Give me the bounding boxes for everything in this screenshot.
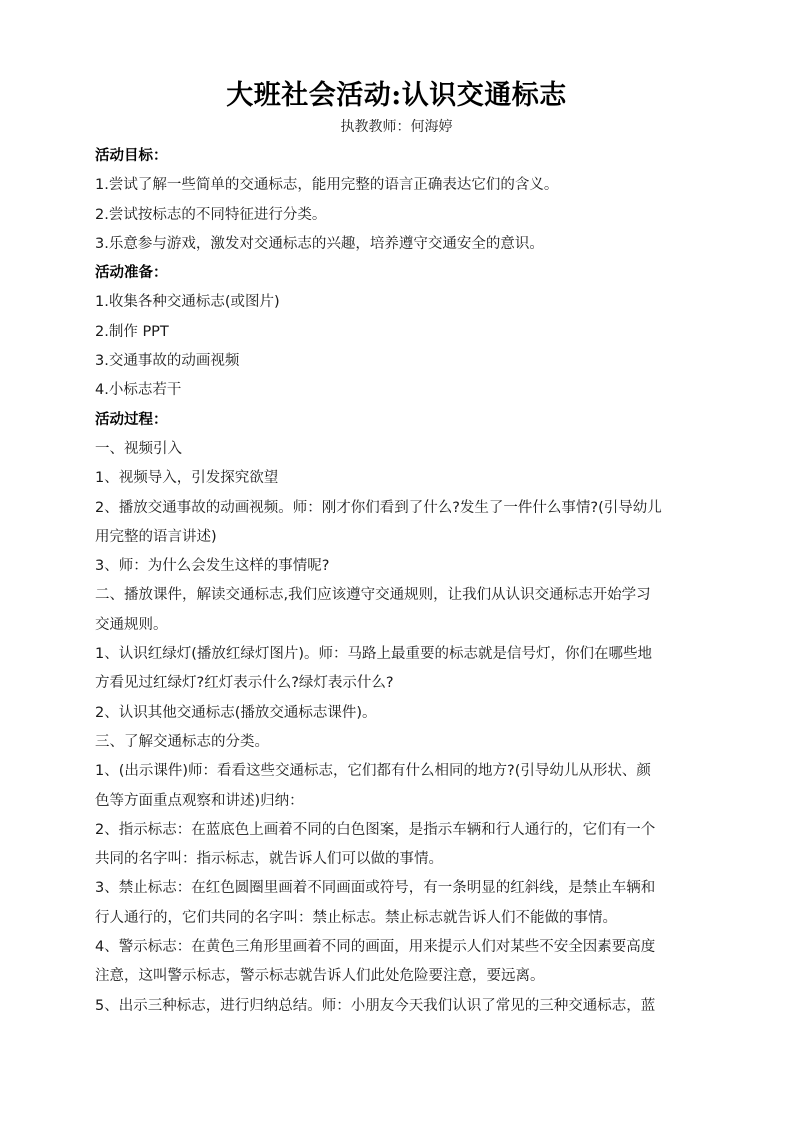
body-line: 4、警示标志：在黄色三角形里画着不同的画面，用来提示人们对某些不安全因素要高度 <box>95 939 656 956</box>
body-line: 二、播放课件，解读交通标志,我们应该遵守交通规则，让我们从认识交通标志开始学习 <box>95 587 651 604</box>
body-line: 3.乐意参与游戏，激发对交通标志的兴趣，培养遵守交通安全的意识。 <box>95 235 544 252</box>
body-line: 方看见过红绿灯?红灯表示什么?绿灯表示什么? <box>95 675 394 692</box>
body-line: 2、播放交通事故的动画视频。师：刚才你们看到了什么?发生了一件什么事情?(引导幼儿 <box>95 499 662 516</box>
body-line: 2.制作 PPT <box>95 323 169 340</box>
section-heading: 活动准备： <box>95 265 168 282</box>
body-line: 2、指示标志：在蓝底色上画着不同的白色图案，是指示车辆和行人通行的，它们有一个 <box>95 821 656 838</box>
section-heading: 活动目标： <box>95 148 168 164</box>
body-line: 1、视频导入，引发探究欲望 <box>95 470 279 487</box>
body-line: 4.小标志若干 <box>95 382 182 399</box>
body-line: 交通规则。 <box>95 616 168 633</box>
document-body <box>95 142 720 1021</box>
body-line: 3、师：为什么会发生这样的事情呢? <box>95 558 330 575</box>
body-line: 色等方面重点观察和讲述)归纳： <box>95 792 304 809</box>
body-line: 1.尝试了解一些简单的交通标志，能用完整的语言正确表达它们的含义。 <box>95 177 559 194</box>
body-line: 1.收集各种交通标志(或图片) <box>95 294 280 311</box>
body-line: 注意，这叫警示标志，警示标志就告诉人们此处危险要注意，要远离。 <box>95 968 545 985</box>
body-line: 1、认识红绿灯(播放红绿灯图片)。师：马路上最重要的标志就是信号灯，你们在哪些地 <box>95 646 653 663</box>
body-line: 行人通行的，它们共同的名字叫：禁止标志。禁止标志就告诉人们不能做的事情。 <box>95 909 617 926</box>
body-line: 2.尝试按标志的不同特征进行分类。 <box>95 206 327 223</box>
body-line: 3.交通事故的动画视频 <box>95 353 240 370</box>
body-line: 用完整的语言讲述) <box>95 528 217 545</box>
body-line: 2、认识其他交通标志(播放交通标志课件)。 <box>95 704 377 721</box>
body-line: 3、禁止标志：在红色圆圈里画着不同画面或符号，有一条明显的红斜线，是禁止车辆和 <box>95 880 656 897</box>
body-line: 共同的名字叫：指示标志，就告诉人们可以做的事情。 <box>95 851 443 868</box>
section-heading: 活动过程： <box>95 411 168 428</box>
body-line: 三、了解交通标志的分类。 <box>95 733 269 750</box>
body-line: 一、视频引入 <box>95 440 182 457</box>
document-title: 大班社会活动:认识交通标志 <box>226 80 567 111</box>
document-author: 执教教师：何海婷 <box>340 119 453 135</box>
body-line: 1、(出示课件)师：看看这些交通标志，它们都有什么相同的地方?(引导幼儿从形状、颜 <box>95 763 651 780</box>
body-line: 5、出示三种标志，进行归纳总结。师：小朋友今天我们认识了常见的三种交通标志，蓝 <box>95 997 656 1014</box>
